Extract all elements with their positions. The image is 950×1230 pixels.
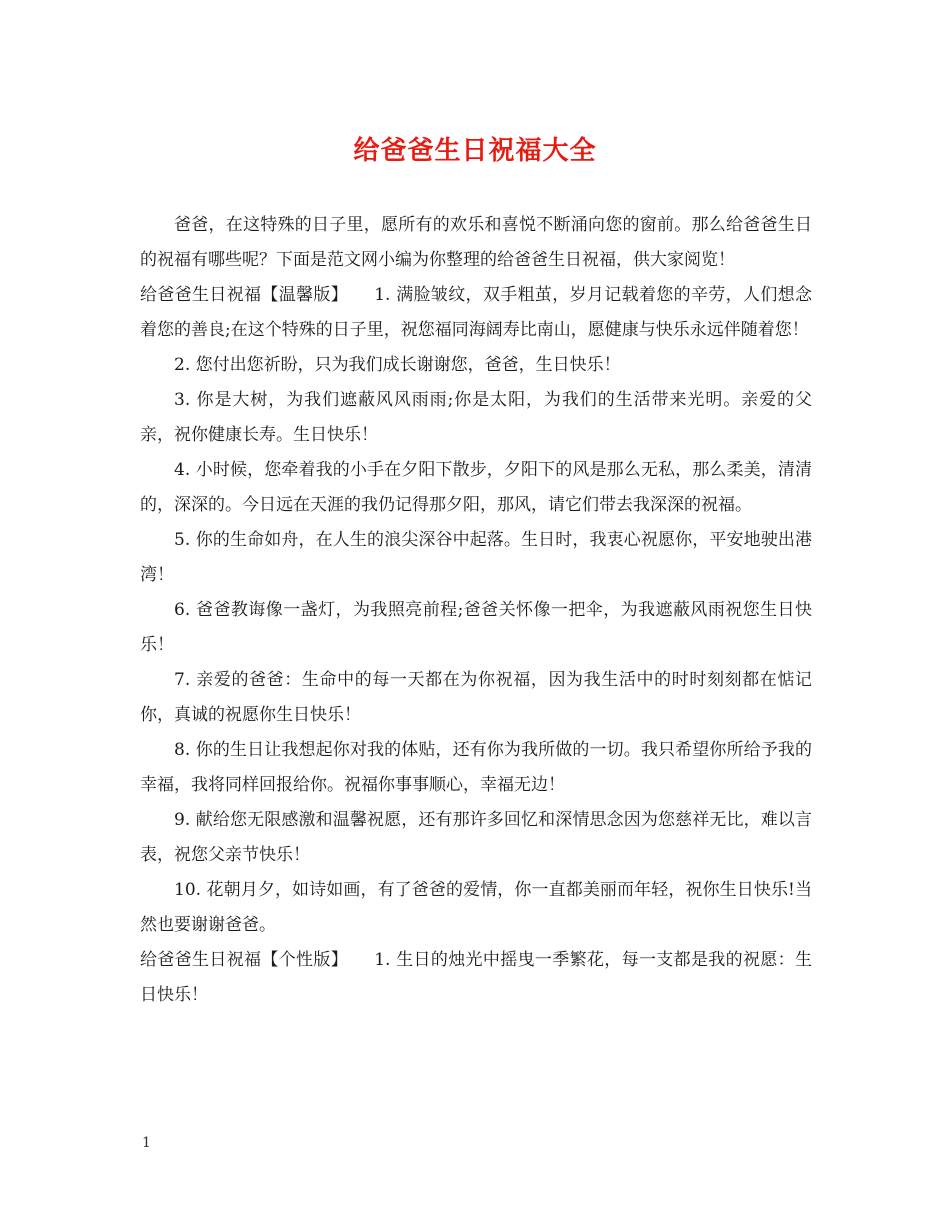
- wish-paragraph-6: 6. 爸爸教诲像一盏灯，为我照亮前程;爸爸关怀像一把伞，为我遮蔽风雨祝您生日快乐！: [140, 600, 812, 655]
- wish-paragraph-3: 3. 你是大树，为我们遮蔽风风雨雨;你是太阳，为我们的生活带来光明。亲爱的父亲，祝你健康长寿。生日快乐！: [140, 390, 812, 445]
- document-title: 给爸爸生日祝福大全: [353, 136, 597, 166]
- section-heading-personal-paragraph: 给爸爸生日祝福【个性版】 1. 生日的烛光中摇曳一季繁花，每一支都是我的祝愿：生日快乐！: [140, 950, 812, 1005]
- document-body: [140, 208, 812, 1013]
- wish-paragraph-10: 10. 花朝月夕，如诗如画，有了爸爸的爱情，你一直都美丽而年轻，祝你生日快乐!当然也要谢谢爸爸。: [140, 880, 812, 935]
- wish-paragraph-9: 9. 献给您无限感激和温馨祝愿，还有那许多回忆和深情思念因为您慈祥无比，难以言表，祝您父亲节快乐！: [140, 810, 812, 865]
- page-number: 1: [142, 1135, 151, 1151]
- section-heading-warm-paragraph: 给爸爸生日祝福【温馨版】 1. 满脸皱纹，双手粗茧，岁月记载着您的辛劳，人们想念着您的善良;在这个特殊的日子里，祝您福同海阔寿比南山，愿健康与快乐永远伴随着您！: [140, 285, 812, 340]
- wish-paragraph-4: 4. 小时候，您牵着我的小手在夕阳下散步，夕阳下的风是那么无私，那么柔美，清清的，深深的。今日远在天涯的我仍记得那夕阳，那风，请它们带去我深深的祝福。: [140, 460, 812, 515]
- wish-paragraph-5: 5. 你的生命如舟，在人生的浪尖深谷中起落。生日时，我衷心祝愿你，平安地驶出港湾！: [140, 530, 812, 585]
- wish-paragraph-2: 2. 您付出您祈盼，只为我们成长谢谢您，爸爸，生日快乐！: [174, 355, 621, 375]
- wish-paragraph-7: 7. 亲爱的爸爸：生命中的每一天都在为你祝福，因为我生活中的时时刻刻都在惦记你，真诚的祝愿你生日快乐！: [140, 670, 812, 725]
- intro-paragraph: 爸爸，在这特殊的日子里，愿所有的欢乐和喜悦不断涌向您的窗前。那么给爸爸生日的祝福有哪些呢？下面是范文网小编为你整理的给爸爸生日祝福，供大家阅览！: [140, 215, 812, 270]
- wish-paragraph-8: 8. 你的生日让我想起你对我的体贴，还有你为我所做的一切。我只希望你所给予我的幸福，我将同样回报给你。祝福你事事顺心，幸福无边！: [140, 740, 812, 795]
